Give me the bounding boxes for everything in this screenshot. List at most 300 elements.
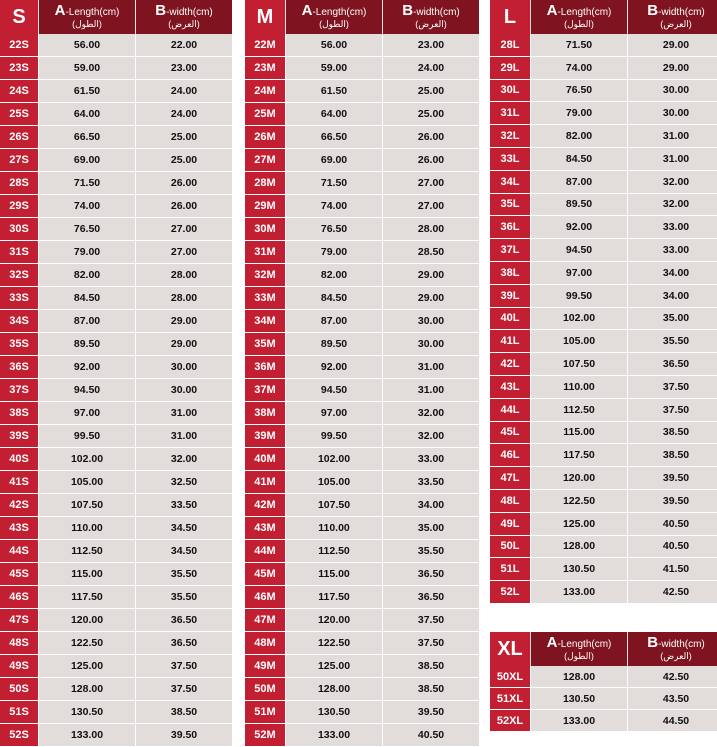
table-header [490, 632, 717, 666]
size-cell: 35M [245, 333, 285, 355]
size-cell: 49L [490, 513, 530, 535]
width-cell: 24.00 [135, 103, 232, 125]
size-cell: 35L [490, 194, 530, 216]
size-cell: 50S [0, 678, 38, 700]
length-cell: 76.50 [530, 80, 627, 102]
width-cell: 25.00 [135, 126, 232, 148]
width-cell: 33.50 [382, 471, 479, 493]
table-row [245, 586, 479, 609]
table-row [245, 34, 479, 57]
size-cell: 39L [490, 285, 530, 307]
width-cell: 28.50 [382, 241, 479, 263]
length-header-label [54, 1, 120, 19]
size-cell: 41S [0, 471, 38, 493]
table-row [245, 402, 479, 425]
length-header-text: -Length(cm) [557, 6, 612, 18]
size-cell: 25S [0, 103, 38, 125]
length-cell: 102.00 [285, 448, 382, 470]
size-cell: 51M [245, 701, 285, 723]
table-row [245, 149, 479, 172]
length-cell: 122.50 [285, 632, 382, 654]
width-column-header [627, 632, 717, 666]
table-header [0, 0, 232, 34]
width-cell: 37.50 [135, 678, 232, 700]
table-row [490, 285, 717, 308]
width-cell: 30.00 [382, 333, 479, 355]
length-cell: 130.50 [530, 558, 627, 580]
length-cell: 128.00 [530, 536, 627, 558]
size-cell: 28S [0, 172, 38, 194]
size-cell: 28M [245, 172, 285, 194]
size-cell: 32M [245, 264, 285, 286]
size-cell: 36L [490, 216, 530, 238]
width-header-prefix: B [647, 1, 659, 19]
width-cell: 31.00 [135, 425, 232, 447]
table-row [0, 356, 232, 379]
length-cell: 84.50 [530, 148, 627, 170]
width-header-arabic: (العرض) [415, 18, 447, 29]
table-row [490, 376, 717, 399]
table-row [245, 632, 479, 655]
length-cell: 122.50 [530, 490, 627, 512]
width-cell: 29.00 [135, 310, 232, 332]
table-row [0, 195, 232, 218]
length-header-prefix: A [301, 1, 313, 19]
width-cell: 30.00 [382, 310, 479, 332]
width-cell: 37.50 [135, 655, 232, 677]
table-body [490, 34, 717, 604]
width-cell: 40.50 [627, 513, 717, 535]
length-cell: 69.00 [38, 149, 135, 171]
width-cell: 38.50 [382, 678, 479, 700]
size-cell: 52XL [490, 710, 530, 731]
width-cell: 26.00 [382, 126, 479, 148]
length-cell: 94.50 [38, 379, 135, 401]
width-cell: 27.00 [382, 195, 479, 217]
length-cell: 84.50 [38, 287, 135, 309]
table-row [490, 581, 717, 604]
width-cell: 31.00 [627, 125, 717, 147]
length-header-text: -Length(cm) [557, 638, 612, 650]
table-row [0, 172, 232, 195]
table-row [490, 422, 717, 445]
size-cell: 35S [0, 333, 38, 355]
width-cell: 31.00 [627, 148, 717, 170]
size-cell: 36M [245, 356, 285, 378]
width-cell: 28.00 [135, 287, 232, 309]
width-cell: 29.00 [382, 264, 479, 286]
size-cell: 49S [0, 655, 38, 677]
table-row [490, 399, 717, 422]
table-row [0, 540, 232, 563]
table-row [490, 125, 717, 148]
length-cell: 59.00 [285, 57, 382, 79]
length-cell: 82.00 [38, 264, 135, 286]
width-header-label [402, 1, 460, 19]
table-row [490, 688, 717, 710]
table-row [0, 471, 232, 494]
width-cell: 30.00 [627, 102, 717, 124]
size-cell: 42M [245, 494, 285, 516]
width-cell: 35.50 [135, 586, 232, 608]
size-cell: 37L [490, 239, 530, 261]
length-cell: 64.00 [285, 103, 382, 125]
width-cell: 33.50 [135, 494, 232, 516]
table-row [245, 57, 479, 80]
length-cell: 102.00 [38, 448, 135, 470]
width-cell: 25.00 [382, 80, 479, 102]
width-header-label [647, 633, 705, 651]
length-cell: 71.50 [530, 34, 627, 56]
table-row [0, 80, 232, 103]
size-cell: 37M [245, 379, 285, 401]
size-cell: 43M [245, 517, 285, 539]
length-cell: 128.00 [285, 678, 382, 700]
length-cell: 105.00 [38, 471, 135, 493]
width-cell: 38.50 [382, 655, 479, 677]
table-row [245, 172, 479, 195]
size-cell: 32L [490, 125, 530, 147]
table-row [245, 126, 479, 149]
table-row [0, 586, 232, 609]
length-cell: 130.50 [530, 688, 627, 709]
table-row [490, 171, 717, 194]
length-cell: 120.00 [38, 609, 135, 631]
table-row [490, 353, 717, 376]
width-header-prefix: B [647, 633, 659, 651]
width-cell: 26.00 [135, 195, 232, 217]
length-cell: 56.00 [38, 34, 135, 56]
width-cell: 30.00 [627, 80, 717, 102]
width-cell: 32.00 [382, 402, 479, 424]
size-group-title: XL [490, 632, 530, 666]
length-cell: 79.00 [530, 102, 627, 124]
length-cell: 59.00 [38, 57, 135, 79]
length-cell: 69.00 [285, 149, 382, 171]
table-row [490, 330, 717, 353]
width-cell: 31.00 [135, 402, 232, 424]
width-cell: 34.00 [382, 494, 479, 516]
width-cell: 39.50 [382, 701, 479, 723]
width-cell: 30.00 [135, 356, 232, 378]
length-cell: 105.00 [530, 330, 627, 352]
size-cell: 51L [490, 558, 530, 580]
length-cell: 117.50 [285, 586, 382, 608]
length-cell: 107.50 [38, 494, 135, 516]
table-row [490, 34, 717, 57]
length-cell: 110.00 [38, 517, 135, 539]
length-header-prefix: A [546, 633, 558, 651]
table-row [0, 310, 232, 333]
table-row [245, 448, 479, 471]
length-column-header [38, 0, 135, 34]
length-header-arabic: (الطول) [319, 18, 349, 29]
width-cell: 38.50 [627, 422, 717, 444]
table-row [245, 195, 479, 218]
size-cell: 23M [245, 57, 285, 79]
width-cell: 24.00 [135, 80, 232, 102]
length-cell: 122.50 [38, 632, 135, 654]
size-cell: 33S [0, 287, 38, 309]
width-cell: 35.00 [382, 517, 479, 539]
width-header-text: -width(cm) [658, 638, 705, 650]
size-cell: 31L [490, 102, 530, 124]
length-cell: 99.50 [38, 425, 135, 447]
size-cell: 26M [245, 126, 285, 148]
table-row [0, 655, 232, 678]
length-column-header [530, 0, 627, 34]
length-cell: 117.50 [38, 586, 135, 608]
size-cell: 51XL [490, 688, 530, 709]
table-row [0, 218, 232, 241]
width-cell: 30.00 [135, 379, 232, 401]
length-cell: 120.00 [530, 467, 627, 489]
size-cell: 32S [0, 264, 38, 286]
size-cell: 46S [0, 586, 38, 608]
width-cell: 37.50 [627, 399, 717, 421]
width-cell: 38.50 [135, 701, 232, 723]
size-cell: 34S [0, 310, 38, 332]
table-body [490, 666, 717, 732]
table-row [245, 494, 479, 517]
table-row [490, 513, 717, 536]
size-group-title: S [0, 0, 38, 34]
size-cell: 44M [245, 540, 285, 562]
width-cell: 36.50 [382, 586, 479, 608]
length-cell: 74.00 [38, 195, 135, 217]
table-row [0, 678, 232, 701]
width-cell: 27.00 [135, 241, 232, 263]
length-cell: 92.00 [38, 356, 135, 378]
size-cell: 47L [490, 467, 530, 489]
table-row [245, 655, 479, 678]
length-header-arabic: (الطول) [564, 650, 594, 661]
size-cell: 45M [245, 563, 285, 585]
size-cell: 48S [0, 632, 38, 654]
width-header-prefix: B [402, 1, 414, 19]
length-cell: 128.00 [38, 678, 135, 700]
table-row [245, 471, 479, 494]
size-cell: 34M [245, 310, 285, 332]
length-cell: 120.00 [285, 609, 382, 631]
table-row [245, 678, 479, 701]
width-cell: 28.00 [135, 264, 232, 286]
width-cell: 25.00 [135, 149, 232, 171]
length-cell: 79.00 [38, 241, 135, 263]
size-cell: 43S [0, 517, 38, 539]
width-cell: 32.00 [627, 194, 717, 216]
length-cell: 117.50 [530, 444, 627, 466]
table-row [490, 490, 717, 513]
table-row [0, 34, 232, 57]
width-cell: 37.50 [627, 376, 717, 398]
table-row [245, 701, 479, 724]
size-table-l [490, 0, 717, 604]
size-cell: 44S [0, 540, 38, 562]
size-cell: 50L [490, 536, 530, 558]
length-cell: 94.50 [285, 379, 382, 401]
width-cell: 34.50 [135, 540, 232, 562]
size-cell: 31S [0, 241, 38, 263]
width-cell: 42.50 [627, 666, 717, 687]
width-cell: 23.00 [382, 34, 479, 56]
length-header-text: -Length(cm) [312, 6, 367, 18]
length-cell: 64.00 [38, 103, 135, 125]
width-cell: 23.00 [135, 57, 232, 79]
table-row [490, 467, 717, 490]
table-row [245, 563, 479, 586]
size-cell: 27M [245, 149, 285, 171]
length-cell: 94.50 [530, 239, 627, 261]
size-cell: 22S [0, 34, 38, 56]
length-cell: 115.00 [285, 563, 382, 585]
width-cell: 32.50 [135, 471, 232, 493]
table-row [490, 444, 717, 467]
table-row [0, 264, 232, 287]
size-cell: 33L [490, 148, 530, 170]
size-table-s [0, 0, 232, 747]
width-cell: 34.00 [627, 285, 717, 307]
length-cell: 61.50 [38, 80, 135, 102]
table-row [245, 425, 479, 448]
width-cell: 28.00 [382, 218, 479, 240]
table-row [0, 149, 232, 172]
size-cell: 45L [490, 422, 530, 444]
width-cell: 26.00 [135, 172, 232, 194]
length-cell: 89.50 [285, 333, 382, 355]
size-table-m [245, 0, 479, 747]
size-cell: 52L [490, 581, 530, 603]
table-row [245, 218, 479, 241]
table-row [490, 308, 717, 331]
table-row [0, 632, 232, 655]
table-row [490, 558, 717, 581]
width-cell: 24.00 [382, 57, 479, 79]
width-cell: 29.00 [627, 57, 717, 79]
size-cell: 50M [245, 678, 285, 700]
table-row [245, 241, 479, 264]
size-group-title: L [490, 0, 530, 34]
width-cell: 35.50 [382, 540, 479, 562]
length-cell: 112.50 [530, 399, 627, 421]
length-cell: 115.00 [530, 422, 627, 444]
size-cell: 36S [0, 356, 38, 378]
width-header-label [155, 1, 213, 19]
length-cell: 87.00 [530, 171, 627, 193]
length-cell: 125.00 [530, 513, 627, 535]
length-cell: 87.00 [285, 310, 382, 332]
width-header-label [647, 1, 705, 19]
table-row [0, 402, 232, 425]
width-column-header [135, 0, 232, 34]
length-header-arabic: (الطول) [72, 18, 102, 29]
table-row [490, 536, 717, 559]
width-header-text: -width(cm) [413, 6, 460, 18]
size-cell: 29S [0, 195, 38, 217]
length-cell: 82.00 [530, 125, 627, 147]
length-cell: 76.50 [38, 218, 135, 240]
width-cell: 29.00 [627, 34, 717, 56]
width-cell: 44.50 [627, 710, 717, 731]
length-cell: 112.50 [285, 540, 382, 562]
table-row [490, 239, 717, 262]
length-column-header [530, 632, 627, 666]
width-cell: 39.50 [135, 724, 232, 746]
length-cell: 133.00 [530, 710, 627, 731]
width-cell: 31.00 [382, 356, 479, 378]
size-cell: 29L [490, 57, 530, 79]
size-cell: 40M [245, 448, 285, 470]
size-cell: 44L [490, 399, 530, 421]
width-header-arabic: (العرض) [660, 18, 692, 29]
length-header-label [546, 633, 612, 651]
size-cell: 28L [490, 34, 530, 56]
width-cell: 32.00 [382, 425, 479, 447]
width-column-header [382, 0, 479, 34]
size-cell: 39S [0, 425, 38, 447]
table-row [490, 80, 717, 103]
size-cell: 47M [245, 609, 285, 631]
size-cell: 42S [0, 494, 38, 516]
width-cell: 27.00 [382, 172, 479, 194]
width-cell: 34.50 [135, 517, 232, 539]
length-cell: 133.00 [530, 581, 627, 603]
length-header-arabic: (الطول) [564, 18, 594, 29]
size-cell: 41L [490, 330, 530, 352]
width-cell: 29.00 [135, 333, 232, 355]
width-cell: 37.50 [382, 609, 479, 631]
width-cell: 41.50 [627, 558, 717, 580]
size-cell: 37S [0, 379, 38, 401]
table-row [0, 701, 232, 724]
length-cell: 110.00 [530, 376, 627, 398]
length-cell: 92.00 [530, 216, 627, 238]
table-row [490, 148, 717, 171]
table-row [0, 287, 232, 310]
width-cell: 36.50 [135, 632, 232, 654]
table-row [490, 57, 717, 80]
size-table-xl [490, 632, 717, 732]
length-cell: 125.00 [285, 655, 382, 677]
length-cell: 76.50 [285, 218, 382, 240]
table-row [0, 126, 232, 149]
size-cell: 26S [0, 126, 38, 148]
table-row [0, 103, 232, 126]
table-row [490, 194, 717, 217]
table-header [490, 0, 717, 34]
size-cell: 49M [245, 655, 285, 677]
length-cell: 102.00 [530, 308, 627, 330]
size-cell: 24S [0, 80, 38, 102]
length-cell: 130.50 [285, 701, 382, 723]
size-cell: 39M [245, 425, 285, 447]
length-cell: 66.50 [38, 126, 135, 148]
width-cell: 22.00 [135, 34, 232, 56]
width-cell: 25.00 [382, 103, 479, 125]
width-cell: 38.50 [627, 444, 717, 466]
size-cell: 29M [245, 195, 285, 217]
table-row [245, 287, 479, 310]
width-cell: 32.00 [135, 448, 232, 470]
length-column-header [285, 0, 382, 34]
table-row [0, 563, 232, 586]
length-cell: 125.00 [38, 655, 135, 677]
table-row [245, 356, 479, 379]
width-header-prefix: B [155, 1, 167, 19]
table-row [0, 517, 232, 540]
size-cell: 46M [245, 586, 285, 608]
size-cell: 34L [490, 171, 530, 193]
